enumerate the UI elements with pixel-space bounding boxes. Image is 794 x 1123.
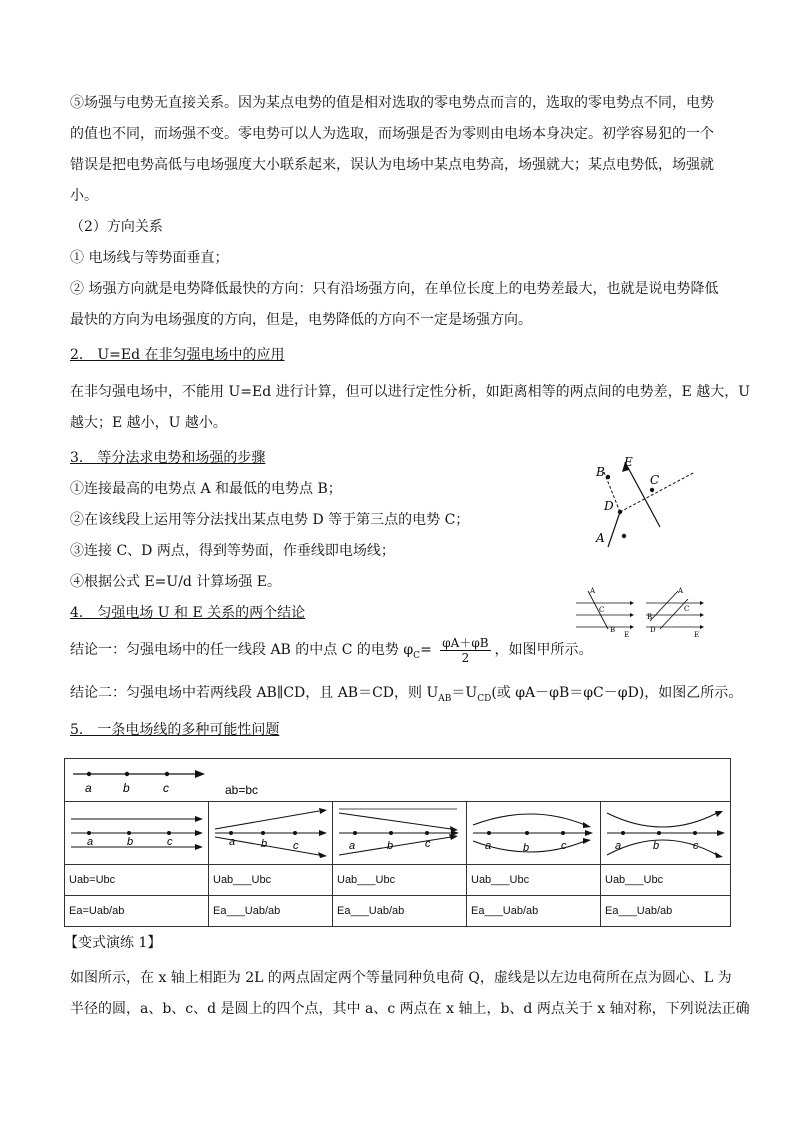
exercise-heading: 【变式演练 1】 <box>64 935 162 951</box>
point-label: c <box>293 840 299 852</box>
figure-jia <box>576 587 634 639</box>
table-cell: Uab___Ubc <box>209 865 333 896</box>
list-item: ④根据公式 E=U/d 计算场强 E。 <box>70 574 281 590</box>
uniform-field-diagrams <box>570 585 710 645</box>
label: E <box>694 631 700 639</box>
label: C <box>684 605 690 613</box>
single-field-line <box>65 760 725 800</box>
label: D <box>650 626 656 634</box>
table-cell <box>467 802 601 865</box>
text: ＝U <box>451 684 478 701</box>
point-label: a <box>87 836 94 848</box>
table-row <box>65 896 731 927</box>
fraction-numerator: φA＋φB <box>442 635 489 650</box>
point-D <box>618 510 622 514</box>
equipotential-diagram <box>590 452 700 552</box>
text: (或 φA－φB＝φC－φD)，如图乙所示。 <box>491 684 743 701</box>
label: B <box>647 613 653 621</box>
point-label: a <box>349 840 356 852</box>
field-line-E <box>625 462 660 527</box>
table-cell <box>65 802 209 865</box>
table-cell: Ea___Uab/ab <box>467 896 601 927</box>
uniform-field-figure <box>65 803 207 863</box>
point-label: c <box>561 840 567 852</box>
list-item: ② 场强方向就是电势降低最快的方向：只有沿场强方向，在单位长度上的电势差最大，也就是说电势降低 <box>70 281 719 297</box>
text: 结论一：匀强电场中的任一线段 AB 的中点 C 的电势 φ <box>70 642 414 658</box>
list-item: ③连接 C、D 两点，得到等势面，作垂线即电场线； <box>70 543 395 559</box>
list-item: ①连接最高的电势点 A 和最低的电势点 B； <box>70 481 342 497</box>
section-heading-3: 3． 等分法求电势和场强的步骤 <box>70 450 266 466</box>
exercise-section <box>64 928 750 1025</box>
document-body <box>70 88 751 746</box>
paragraph-line: 最快的方向为电场强度的方向，但是，电势降低的方向不一定是场强方向。 <box>70 312 532 328</box>
point-label: b <box>123 781 130 795</box>
table-cell: Ea___Uab/ab <box>209 896 333 927</box>
table-cell: Uab=Ubc <box>65 865 209 896</box>
table-row <box>65 802 731 865</box>
label-E: E <box>624 455 633 469</box>
table-cell <box>333 802 467 865</box>
label: A <box>590 587 596 595</box>
paragraph-line: 在非匀强电场中，不能用 U=Ed 进行计算，但可以进行定性分析，如距离相等的两点间的电势差，E 越大，U <box>70 384 751 400</box>
line-AD <box>608 512 620 547</box>
point-B <box>606 475 610 479</box>
paragraph-line: 越大；E 越小，U 越小。 <box>70 415 227 431</box>
section-heading-5: 5． 一条电场线的多种可能性问题 <box>70 721 280 738</box>
section-heading-4: 4． 匀强电场 U 和 E 关系的两个结论 <box>70 605 306 621</box>
table-cell: Ea___Uab/ab <box>333 896 467 927</box>
diverging-field-figure <box>209 803 331 863</box>
conclusion-two <box>70 678 743 715</box>
table-cell: Uab___Ubc <box>467 865 601 896</box>
paragraph-line: 如图所示，在 x 轴上相距为 2L 的两点固定两个等量同种负电荷 Q，虚线是以左边电荷所在点为圆心、L 为 <box>70 970 732 986</box>
point-label: b <box>127 836 134 848</box>
label: E <box>624 631 630 639</box>
paragraph-line: 半径的圆，a、b、c、d 是圆上的四个点，其中 a、c 两点在 x 轴上，b、d 两点关于 x 轴对称，下列说法正确 <box>70 1001 750 1017</box>
point-C <box>650 488 654 492</box>
table-cell: Ea=Uab/ab <box>65 896 209 927</box>
point-A <box>622 534 626 538</box>
point-label: c <box>163 781 169 795</box>
text: = <box>420 642 432 658</box>
list-item: ① 电场线与等势面垂直； <box>70 250 229 266</box>
point-label: a <box>229 836 236 848</box>
label-D: D <box>604 499 614 513</box>
point-label: c <box>425 838 431 850</box>
paragraph-line: 错误是把电势高低与电场强度大小联系起来，误认为电场中某点电势高，场强就大；某点电势低，场强就 <box>70 157 714 173</box>
table-row <box>65 759 731 802</box>
converging-field-figure <box>333 803 465 863</box>
text: 结论二：匀强电场中若两线段 AB∥CD，且 AB＝CD，则 U <box>70 684 439 701</box>
text: ，如图甲所示。 <box>494 642 593 658</box>
subheading-direction: （2）方向关系 <box>70 219 163 235</box>
label-A: A <box>596 531 605 545</box>
pinched-field-figure <box>601 803 729 863</box>
point-label: b <box>387 840 394 852</box>
label: A <box>678 587 684 595</box>
point-label: a <box>485 840 492 852</box>
label: C <box>599 606 605 614</box>
table-cell <box>601 802 731 865</box>
table-row <box>65 865 731 896</box>
paragraph-line: ⑤场强与电势无直接关系。因为某点电势的值是相对选取的零电势点而言的，选取的零电势点不同，电势 <box>70 95 714 111</box>
figure-yi <box>646 587 704 639</box>
table-cell <box>209 802 333 865</box>
table-cell: Ea___Uab/ab <box>601 896 731 927</box>
point-label: a <box>615 840 622 852</box>
point-label: b <box>261 838 268 850</box>
point-label: b <box>653 840 660 852</box>
field-line-table <box>64 758 731 927</box>
table-cell: Uab___Ubc <box>601 865 731 896</box>
paragraph-line: 小。 <box>70 188 98 204</box>
label-B: B <box>596 465 605 479</box>
subscript: CD <box>477 693 492 704</box>
point-label: c <box>693 840 699 852</box>
point-label: c <box>167 836 173 848</box>
fraction-denominator: 2 <box>461 650 470 665</box>
subscript: AB <box>438 693 452 704</box>
paragraph-line: 的值也不同，而场强不变。零电势可以人为选取，而场强是否为零则由电场本身决定。初学容易犯的一个 <box>70 126 714 142</box>
table-cell: Uab___Ubc <box>333 865 467 896</box>
table-cell <box>65 759 731 802</box>
section-heading-2: 2． U=Ed 在非匀强电场中的应用 <box>70 347 285 363</box>
equal-spacing-label: ab=bc <box>225 783 259 797</box>
point-label: a <box>85 781 92 795</box>
label-C: C <box>650 473 660 487</box>
bulging-field-figure <box>467 803 599 863</box>
list-item: ②在该线段上运用等分法找出某点电势 D 等于第三点的电势 C； <box>70 512 470 528</box>
label: B <box>610 626 616 634</box>
fraction <box>440 636 490 665</box>
subscript: C <box>413 650 421 661</box>
point-label: b <box>523 842 530 854</box>
